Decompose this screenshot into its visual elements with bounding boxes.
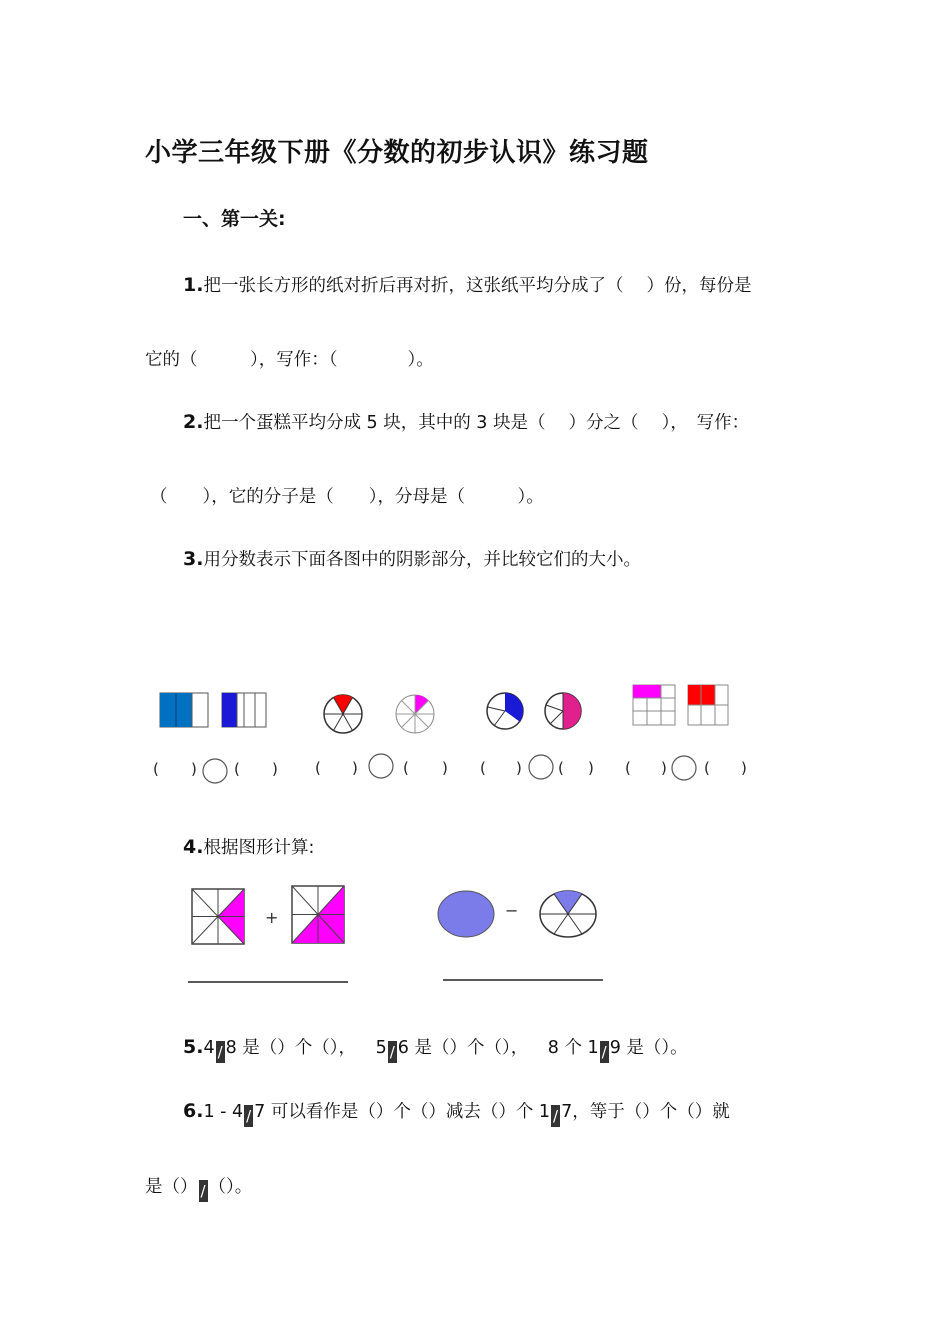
question-2-line-2: （ ），它的分子是（ ），分母是（ ）。 [150, 487, 544, 507]
question-2-text-1: 把一个蛋糕平均分成 5 块，其中的 3 块是（ ）分之（ ）， 写作： [203, 413, 750, 433]
fraction-slash: / [389, 1043, 395, 1061]
paren-4b[interactable]: ) [661, 759, 667, 777]
paren-4c[interactable]: ( [704, 759, 710, 777]
question-5-line [183, 1034, 688, 1063]
question-2-number: 2. [183, 411, 204, 433]
plus-sign: + [265, 908, 279, 927]
question-6-part-2: 7 可以看作是（）个（）减去（）个 1 [254, 1102, 551, 1122]
paren-2b[interactable]: ) [352, 759, 358, 777]
question-6-part-1: 1 - 4 [203, 1102, 244, 1122]
paren-4d[interactable]: ) [741, 759, 747, 777]
question-6-line-2 [145, 1173, 252, 1202]
paren-3a[interactable]: ( [480, 759, 486, 777]
full-ellipse [438, 891, 494, 937]
question-4-text: 根据图形计算: [203, 838, 315, 858]
paren-1d[interactable]: ) [272, 760, 278, 778]
paren-1c[interactable]: ( [234, 760, 240, 778]
section-heading: 一、第一关: [183, 208, 286, 230]
fraction-slash: / [200, 1182, 206, 1200]
question-6-number: 6. [183, 1100, 204, 1122]
paren-3b[interactable]: ) [516, 759, 522, 777]
page-title: 小学三年级下册《分数的初步认识》练习题 [145, 138, 649, 168]
question-5-part-3: 8 个 1 [547, 1038, 599, 1058]
pie-ellipse-figure [540, 891, 596, 937]
paren-3d[interactable]: ) [588, 759, 594, 777]
question-6-line-1 [183, 1098, 730, 1127]
paren-2c[interactable]: ( [403, 759, 409, 777]
paren-4a[interactable]: ( [625, 759, 631, 777]
question-1-line-2: 它的（ ），写作：（ ）。 [145, 350, 434, 370]
question-3-number: 3. [183, 548, 204, 570]
square-figure-1 [192, 889, 244, 944]
paren-3c[interactable]: ( [558, 759, 564, 777]
question-5-part-4: 9 是（）。 [609, 1038, 688, 1058]
question-6-part-4: 是（） [145, 1177, 198, 1197]
fraction-numerator-1: 4 [203, 1038, 215, 1058]
question-3-text: 用分数表示下面各图中的阴影部分，并比较它们的大小。 [203, 550, 641, 570]
paren-1a[interactable]: ( [153, 760, 159, 778]
fraction-slash: / [217, 1043, 223, 1061]
fraction-slash: / [601, 1043, 607, 1061]
question-5-part-2: 6 是（）个（）， [397, 1038, 529, 1058]
question-1-number: 1. [183, 274, 204, 296]
paren-2a[interactable]: ( [315, 759, 321, 777]
fraction-slash: / [246, 1107, 252, 1125]
question-6-part-5: （）。 [208, 1177, 253, 1197]
question-4-number: 4. [183, 836, 204, 858]
fraction-slash: / [553, 1107, 559, 1125]
minus-sign: − [505, 901, 519, 920]
question-5-part-1: 8 是（）个（）， [225, 1038, 357, 1058]
paren-2d[interactable]: ) [442, 759, 448, 777]
question-1-text-1: 把一张长方形的纸对折后再对折，这张纸平均分成了（ ）份，每份是 [203, 276, 752, 296]
fraction-numerator-2: 5 [375, 1038, 387, 1058]
square-figure-2 [292, 886, 344, 943]
question-6-part-3: 7，等于（）个（）就 [561, 1102, 730, 1122]
question-5-number: 5. [183, 1036, 204, 1058]
paren-1b[interactable]: ) [191, 760, 197, 778]
